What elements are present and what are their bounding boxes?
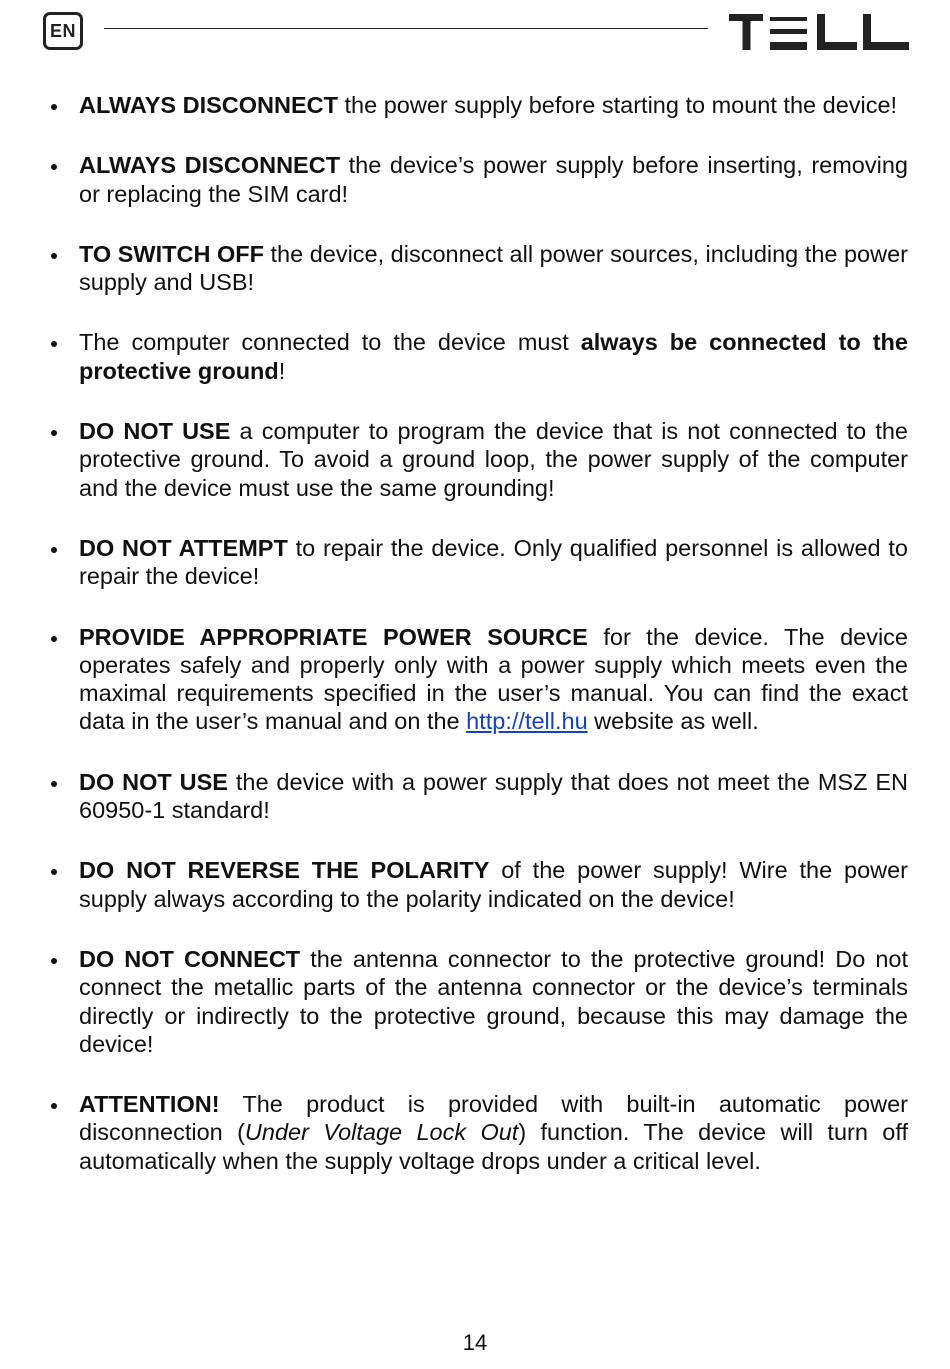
list-item: DO NOT ATTEMPT to repair the device. Only qualified personnel is allowed to repair the device! (0, 534, 950, 591)
tell-logo (729, 14, 909, 50)
page-number: 14 (462, 1330, 488, 1355)
bullet-icon (51, 253, 57, 259)
bullet-icon (51, 958, 57, 964)
bullet-icon (51, 341, 57, 347)
list-item: DO NOT CONNECT the antenna connector to the protective ground! Do not connect the metallic parts of the antenna connector or the device’s terminals directly or indirectly to the protective ground, because this may damage the device! (0, 945, 950, 1058)
tell-website-link[interactable]: http://tell.hu (466, 708, 588, 735)
list-item: ALWAYS DISCONNECT the device’s power supply before inserting, removing or replacing the SIM card! (0, 151, 950, 208)
list-item: TO SWITCH OFF the device, disconnect all power sources, including the power supply and USB! (0, 240, 950, 297)
list-item: ATTENTION! The product is provided with built-in automatic power disconnection (Under Voltage Lock Out) function. The device will turn off automatically when the supply voltage drops under a critical level. (0, 1090, 950, 1175)
list-item: PROVIDE APPROPRIATE POWER SOURCE for the device. The device operates safely and properly only with a power supply which meets even the maximal requirements specified in the user’s manual. You can find the exact data in the user’s manual and on the http://tell.hu website as well. (0, 623, 950, 736)
bullet-icon (51, 430, 57, 436)
bullet-icon (51, 164, 57, 170)
bullet-icon (51, 1103, 57, 1109)
bullet-icon (51, 636, 57, 642)
language-badge: EN (43, 12, 83, 50)
list-item: DO NOT USE a computer to program the device that is not connected to the protective ground. To avoid a ground loop, the power supply of the computer and the device must use the same grounding! (0, 417, 950, 502)
bullet-icon (51, 869, 57, 875)
list-item: DO NOT USE the device with a power supply that does not meet the MSZ EN 60950-1 standard! (0, 768, 950, 825)
bullet-icon (51, 781, 57, 787)
list-item: DO NOT REVERSE THE POLARITY of the power supply! Wire the power supply always according to the polarity indicated on the device! (0, 856, 950, 913)
list-item: ALWAYS DISCONNECT the power supply before starting to mount the device! (0, 91, 950, 119)
header-rule (104, 28, 708, 29)
list-item: The computer connected to the device must always be connected to the protective ground! (0, 328, 950, 385)
safety-instructions (0, 91, 950, 1207)
safety-list (0, 91, 950, 1175)
bullet-icon (51, 547, 57, 553)
bullet-icon (51, 104, 57, 110)
